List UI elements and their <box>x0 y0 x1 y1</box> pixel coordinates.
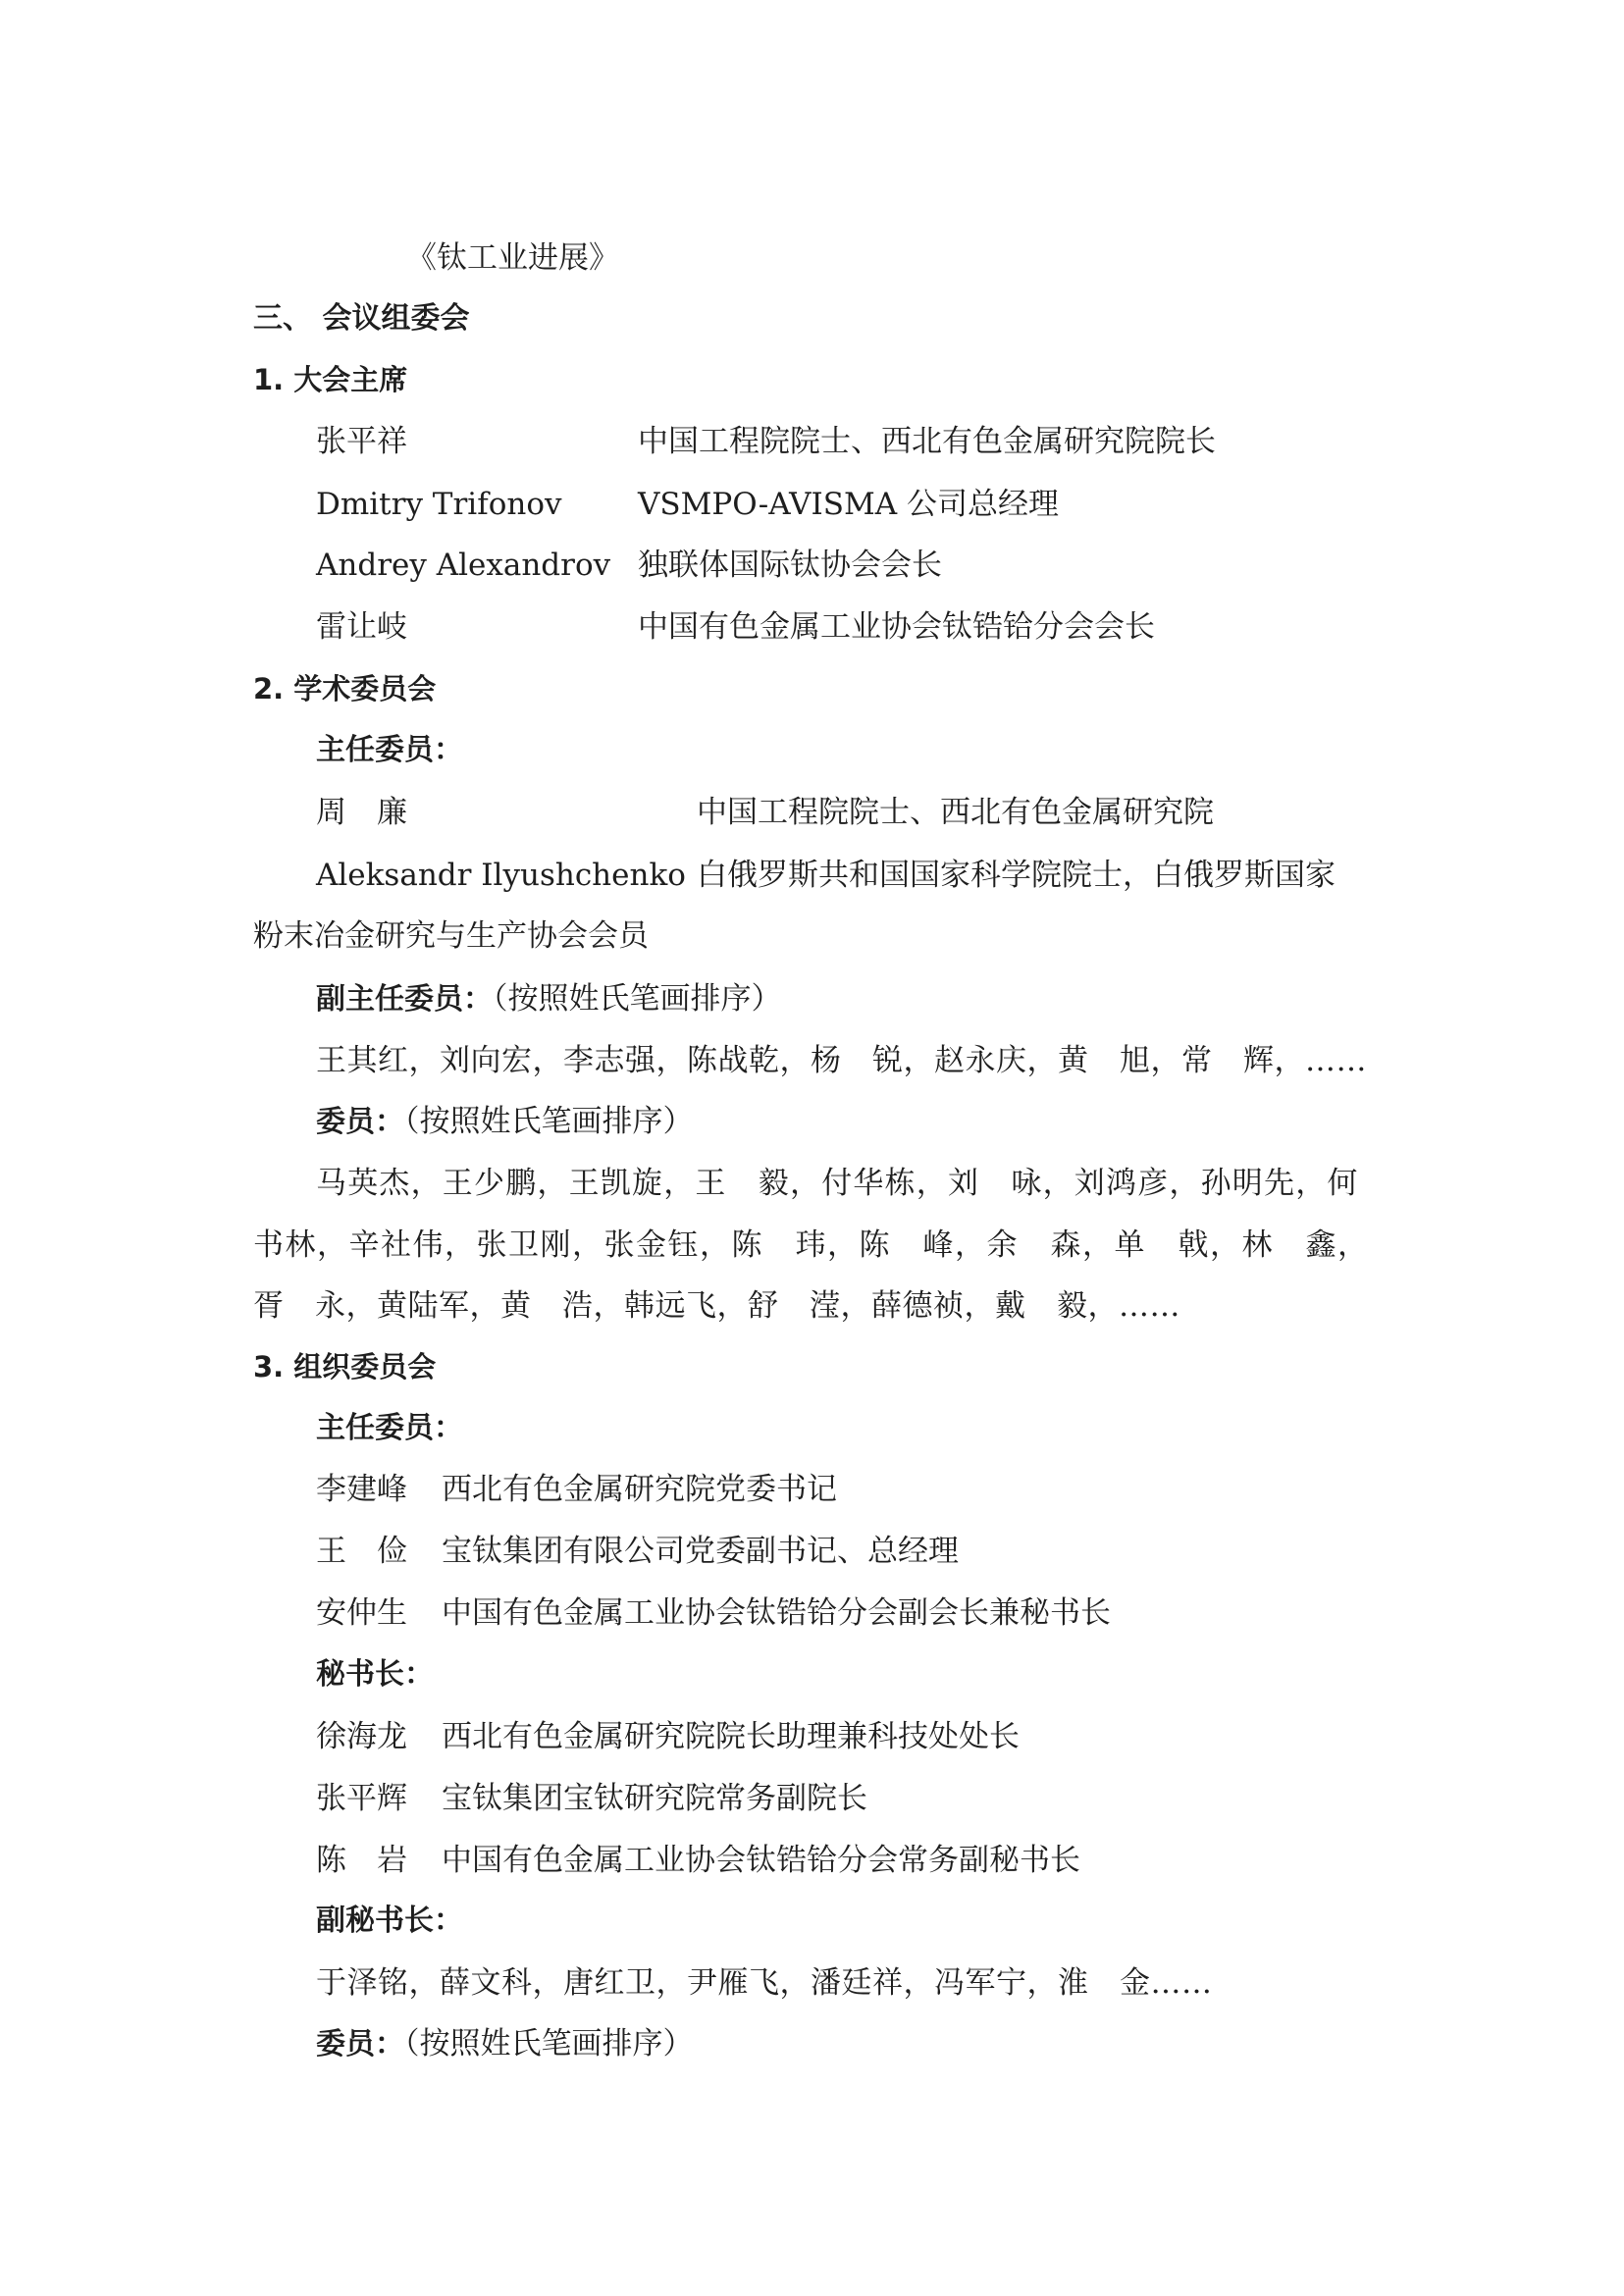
vice-director-note: （按照姓氏笔画排序） <box>493 981 782 1017</box>
academic-director-title: 中国工程院院士、西北有色金属研究院 <box>697 795 1214 830</box>
academic-director-name: Aleksandr Ilyushchenko <box>316 858 686 893</box>
chair-name: Dmitry Trifonov <box>316 487 562 522</box>
deputy-secretary-label: 副秘书长： <box>316 1904 463 1938</box>
academic-member-heading <box>316 1102 694 1142</box>
secretary-name: 张平辉 <box>316 1781 407 1816</box>
section-title: 三、 会议组委会 <box>253 301 470 336</box>
academic-director-label: 主任委员： <box>316 733 463 767</box>
academic-member-label: 委员： <box>316 1105 404 1139</box>
secretary-title: 宝钛集团宝钛研究院常务副院长 <box>442 1781 867 1816</box>
academic-director-name: 周 廉 <box>316 795 407 830</box>
chair-name: 张平祥 <box>316 424 407 459</box>
organizing-committee-heading: 3. 组织委员会 <box>253 1350 437 1383</box>
organizing-member-label: 委员： <box>316 2027 404 2061</box>
chair-title: 独联体国际钛协会会长 <box>638 548 942 583</box>
journal-title: 《钛工业进展》 <box>406 240 619 276</box>
chair-title: 中国工程院院士、西北有色金属研究院院长 <box>638 424 1216 459</box>
organizing-director-title: 宝钛集团有限公司党委副书记、总经理 <box>442 1534 959 1569</box>
organizing-director-title: 中国有色金属工业协会钛锆铪分会副会长兼秘书长 <box>442 1595 1111 1631</box>
organizing-member-note: （按照姓氏笔画排序） <box>404 2026 694 2061</box>
vice-director-label: 副主任委员： <box>316 982 493 1017</box>
secretary-title: 中国有色金属工业协会钛锆铪分会常务副秘书长 <box>442 1843 1080 1878</box>
organizing-director-label: 主任委员： <box>316 1411 463 1445</box>
secretary-title: 西北有色金属研究院院长助理兼科技处处长 <box>442 1719 1020 1754</box>
organizing-director-name: 王 俭 <box>316 1534 407 1569</box>
organizing-member-heading <box>316 2024 694 2064</box>
chair-title: VSMPO-AVISMA 公司总经理 <box>638 487 1059 522</box>
secretary-name: 陈 岩 <box>316 1843 407 1878</box>
academic-member-list-line: 胥 永，黄陆军，黄 浩，韩远飞，舒 滢，薛德祯，戴 毅，…… <box>253 1288 1180 1324</box>
congress-chair-heading: 1. 大会主席 <box>253 363 408 396</box>
organizing-director-name: 李建峰 <box>316 1472 407 1507</box>
chair-title: 中国有色金属工业协会钛锆铪分会会长 <box>638 609 1155 645</box>
vice-director-list: 王其红，刘向宏，李志强，陈战乾，杨 锐，赵永庆，黄 旭，常 辉，…… <box>316 1043 1367 1078</box>
secretary-name: 徐海龙 <box>316 1719 407 1754</box>
secretary-label: 秘书长： <box>316 1657 434 1692</box>
organizing-director-name: 安仲生 <box>316 1595 407 1631</box>
academic-member-list-line: 书林，辛社伟，张卫刚，张金钰，陈 玮，陈 峰，余 森，单 戟，林 鑫， <box>253 1227 1370 1263</box>
chair-name: Andrey Alexandrov <box>316 548 611 583</box>
academic-member-list-line: 马英杰，王少鹏，王凯旋，王 毅，付华栋，刘 咏，刘鸿彦，孙明先，何 <box>316 1166 1359 1201</box>
vice-director-heading <box>316 979 782 1019</box>
chair-name: 雷让岐 <box>316 609 407 645</box>
deputy-secretary-list: 于泽铭，薛文科，唐红卫，尹雁飞，潘廷祥，冯军宁，淮 金…… <box>316 1965 1213 2001</box>
academic-member-note: （按照姓氏笔画排序） <box>404 1104 694 1139</box>
academic-director-title-cont: 粉末冶金研究与生产协会会员 <box>253 918 649 954</box>
organizing-director-title: 西北有色金属研究院党委书记 <box>442 1472 837 1507</box>
academic-director-title: 白俄罗斯共和国国家科学院院士，白俄罗斯国家 <box>697 858 1336 893</box>
academic-committee-heading: 2. 学术委员会 <box>253 672 437 705</box>
